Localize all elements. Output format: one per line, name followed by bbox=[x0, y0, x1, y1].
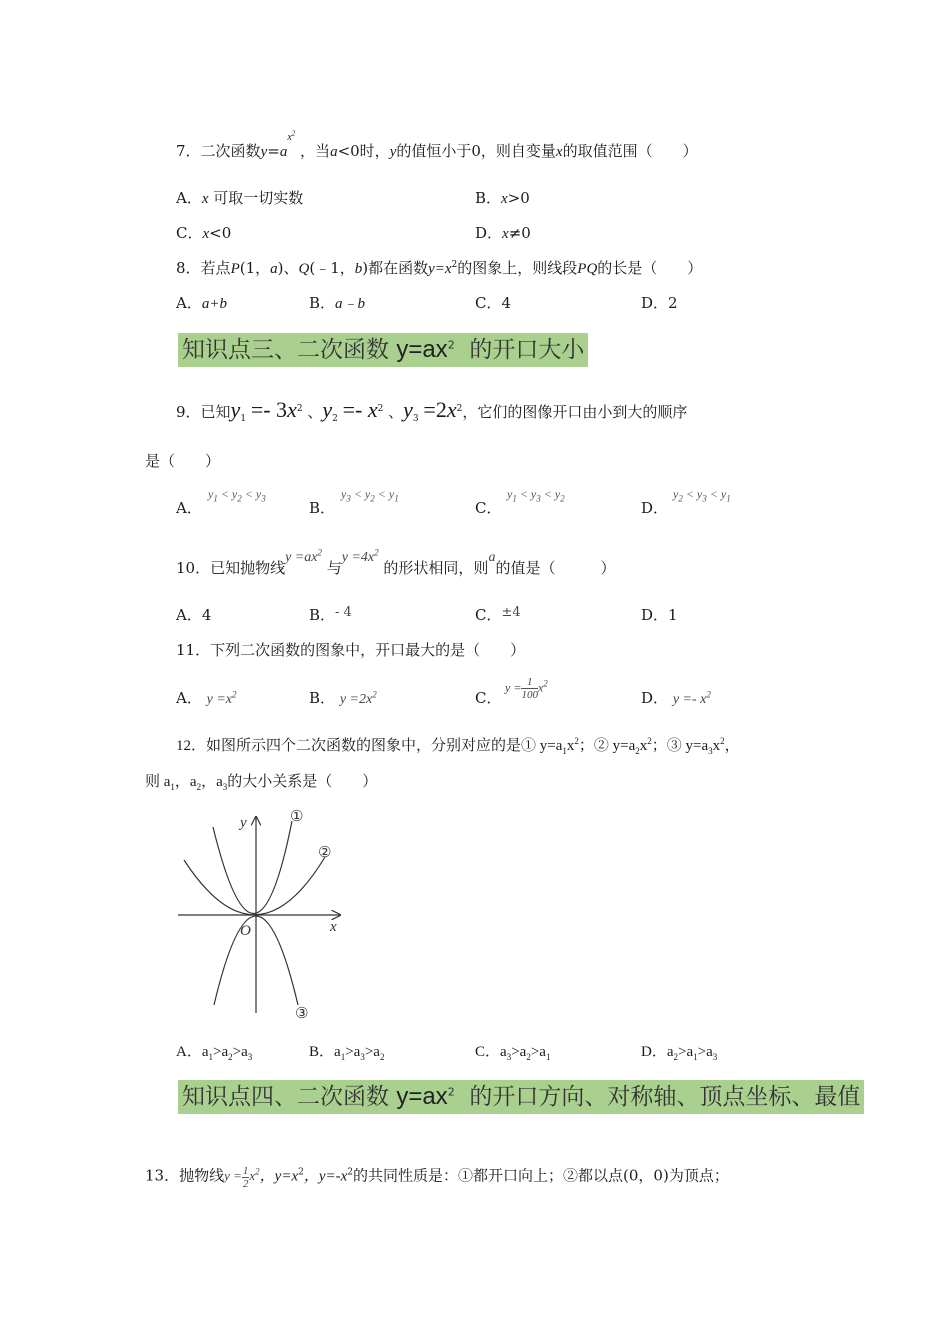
q10-option-b[interactable]: B．- 4 bbox=[309, 605, 352, 624]
q9-option-c[interactable]: C． bbox=[475, 499, 502, 517]
q9-option-a-formula: $y_1 < y_2 < y_3$ bbox=[208, 487, 266, 504]
q12-option-d[interactable]: D．$a_2>a_1>a_3$ bbox=[641, 1044, 718, 1062]
q7-option-b[interactable]: B．x>0 bbox=[475, 189, 530, 207]
section-banner-4: 知识点四、二次函数 $y=ax^2$ 的开口方向、对称轴、顶点坐标、最值 bbox=[178, 1080, 864, 1114]
q7-option-c[interactable]: C．x<0 bbox=[176, 224, 232, 242]
q9-stem-line2: 是（ ） bbox=[145, 452, 221, 470]
q11-option-b[interactable]: B． $y =2x^2$ bbox=[309, 689, 377, 707]
curve-3-label: ③ bbox=[295, 1004, 309, 1022]
q7-option-a[interactable]: A．x 可取一切实数 bbox=[176, 189, 304, 207]
q8-option-b[interactable]: B．a﹣b bbox=[309, 294, 366, 312]
q10-option-d[interactable]: D．1 bbox=[641, 606, 678, 624]
q7-option-d[interactable]: D．x≠0 bbox=[475, 224, 531, 242]
q10-option-a[interactable]: A．4 bbox=[176, 606, 212, 624]
q9-option-d[interactable]: D． bbox=[641, 499, 669, 517]
q12-stem-line2: 则 $a_1$，$a_2$，$a_3$的大小关系是（ ） bbox=[145, 774, 378, 792]
q9-option-b-formula: $y_3 < y_2 < y_1$ bbox=[341, 487, 399, 504]
curve-2 bbox=[184, 857, 325, 915]
q9-option-a[interactable]: A． bbox=[176, 499, 202, 517]
q10-option-c[interactable]: C．±4 bbox=[475, 605, 521, 624]
q9-option-d-formula: $y_2 < y_3 < y_1$ bbox=[673, 487, 731, 504]
q11-option-a[interactable]: A． $y =x^2$ bbox=[176, 689, 237, 707]
q13-stem: 13．抛物线y = $\frac{1}{2}$ $x^2$，$y=x^2$，$y=-x^2$的共同性质是：①都开口向上；②都以点(0，0)为顶点； bbox=[145, 1165, 729, 1190]
q11-option-c-formula: y = $\frac{1}{100}$ $x^2$ bbox=[505, 676, 548, 701]
q11-option-c[interactable]: C． bbox=[475, 689, 502, 707]
q12-stem: 12．如图所示四个二次函数的图象中，分别对应的是① $y=a_1x^2$；② $y=a_2x^2$；③ $y=a_3x^2$， bbox=[176, 736, 740, 756]
q11-stem: 11．下列二次函数的图象中，开口最大的是（ ） bbox=[176, 641, 526, 659]
q10-stem: 10．已知抛物线$y =ax^2$ 与$y =4x^2$ 的形状相同，则a的值是（ ） bbox=[176, 547, 616, 577]
q7-stem: 7．二次函数$y=a^{x^2}$ ，当a<0时，y的值恒小于0，则自变量x的取值范围（ ） bbox=[176, 129, 698, 160]
q11-option-d[interactable]: D． $y =- x^2$ bbox=[641, 689, 711, 707]
q8-option-d[interactable]: D．2 bbox=[641, 294, 678, 312]
q8-option-a[interactable]: A．a+b bbox=[176, 294, 227, 312]
x-axis-label: x bbox=[330, 919, 337, 935]
q12-option-c[interactable]: C．$a_3>a_2>a_1$ bbox=[475, 1044, 551, 1062]
curve-1 bbox=[213, 821, 292, 914]
q9-option-b[interactable]: B． bbox=[309, 499, 336, 517]
q12-option-a[interactable]: A．$a_1>a_2>a_3$ bbox=[176, 1044, 253, 1062]
q9-stem: 9．已知$y_1 =- 3x^2$ 、$y_2 =- x^2$ 、$y_3 =2x^2$，它们的图像开口由小到大的顺序 bbox=[176, 397, 688, 424]
q8-stem: 8．若点P(1，a)、Q(﹣1，b)都在函数$y=x^2$的图象上，则线段PQ的长是（ ） bbox=[176, 259, 703, 277]
q12-option-b[interactable]: B．$a_1>a_3>a_2$ bbox=[309, 1044, 385, 1062]
parabola-graph bbox=[170, 805, 350, 1025]
curve-1-label: ① bbox=[290, 807, 304, 825]
origin-label: O bbox=[240, 923, 251, 939]
q9-option-c-formula: $y_1 < y_3 < y_2$ bbox=[507, 487, 565, 504]
curve-2-label: ② bbox=[318, 843, 332, 861]
y-axis-label: y bbox=[240, 815, 247, 831]
section-banner-3: 知识点三、二次函数 $y=ax^2$ 的开口大小 bbox=[178, 333, 588, 367]
q8-option-c[interactable]: C．4 bbox=[475, 294, 512, 312]
